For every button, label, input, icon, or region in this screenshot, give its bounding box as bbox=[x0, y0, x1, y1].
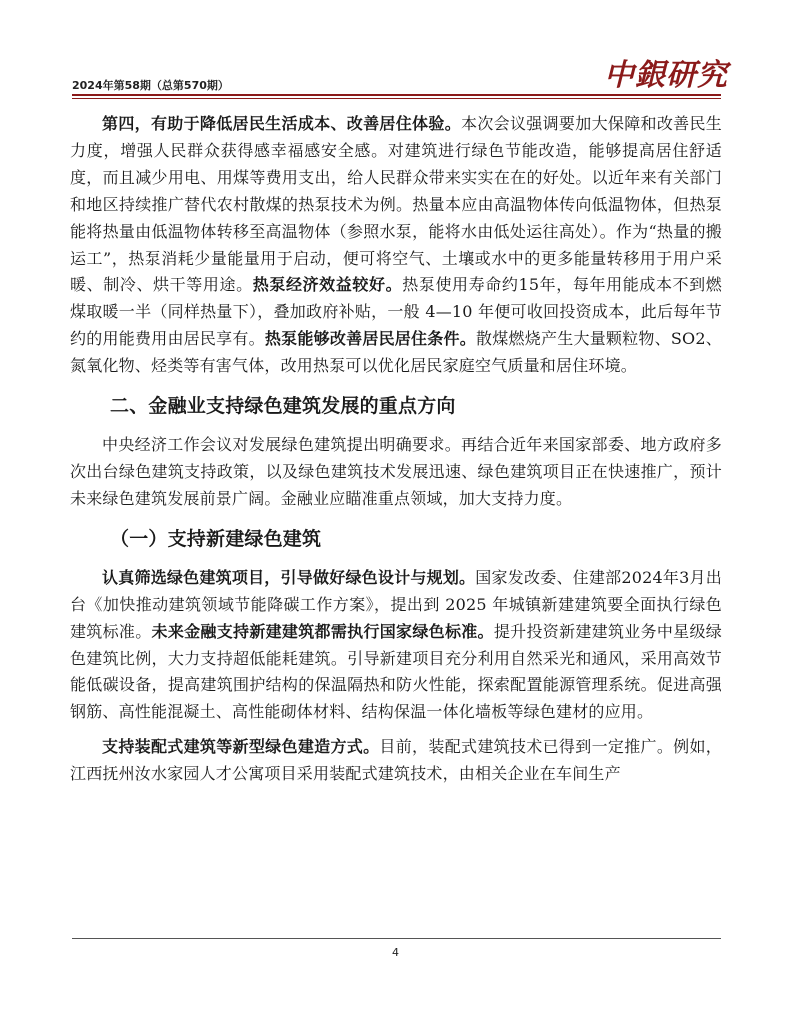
paragraph-text: 国家发改委、住建部2024年3月出台《加快推动建筑领域节能降碳工作方案》，提出到 2025 年城镇新建建筑要全面执行绿色建筑标准。 bbox=[70, 567, 722, 641]
paragraph-emphasis: 热泵经济效益较好。 bbox=[252, 275, 403, 295]
issue-number: 2024年第58期（总第570期） bbox=[72, 79, 229, 92]
paragraph-text: 本次会议强调要加大保障和改善民生力度，增强人民群众获得感幸福感安全感。对建筑进行绿色节能改造，能够提高居住舒适度，而且减少用电、用煤等费用支出，给人民群众带来实实在在的好处。以近年来有关部门和地区持续推广替代农村散煤的热泵技术为例。热量本应由高温物体传向低温物体，但热泵能将热量由低温物体转移至高温物体（参照水泵，能将水由低处运往高处）。作为“热量的搬运工”，热泵消耗少量能量用于启动，便可将空气、土壤或水中的更多能量转移用于用户采暖、制冷、烘干等用途。 bbox=[70, 114, 722, 295]
subsection-heading: （一）支持新建绿色建筑 bbox=[110, 527, 322, 550]
paragraph-lead: 支持装配式建筑等新型绿色建造方式。 bbox=[102, 737, 380, 757]
paragraph: 中央经济工作会议对发展绿色建筑提出明确要求。再结合近年来国家部委、地方政府多次出台绿色建筑支持政策，以及绿色建筑技术发展迅速、绿色建筑项目正在快速推广，预计未来绿色建筑发展前景广阔。金融业应瞄准重点领域，加大支持力度。 bbox=[70, 435, 722, 508]
paragraph-lead: 第四，有助于降低居民生活成本、改善居住体验。 bbox=[102, 114, 462, 133]
section-heading: 二、金融业支持绿色建筑发展的重点方向 bbox=[110, 395, 456, 418]
paragraph bbox=[70, 565, 722, 726]
paragraph-emphasis: 未来金融支持新建建筑都需执行国家绿色标准。 bbox=[151, 621, 494, 641]
paragraph-lead: 认真筛选绿色建筑项目，引导做好绿色设计与规划。 bbox=[102, 567, 476, 587]
logo: 中銀研究 bbox=[604, 58, 728, 93]
paragraph-emphasis: 热泵能够改善居民居住条件。 bbox=[264, 329, 477, 349]
document-body bbox=[70, 111, 722, 788]
paragraph bbox=[70, 734, 722, 788]
paragraph-text: 散煤燃烧产生大量颗粒物、SO2、氮氧化物、烃类等有害气体，改用热泵可以优化居民家庭空气质量和居住环境。 bbox=[70, 329, 722, 376]
header-divider-thin bbox=[72, 98, 721, 99]
paragraph-text: 提升投资新建建筑业务中星级绿色建筑比例，大力支持超低能耗建筑。引导新建项目充分利用自然采光和通风，采用高效节能低碳设备，提高建筑围护结构的保温隔热和防火性能，探索配置能源管理系统。促进高强钢筋、高性能混凝土、高性能砌体材料、结构保温一体化墙板等绿色建材的应用。 bbox=[70, 621, 722, 722]
page-number: 4 bbox=[392, 946, 399, 959]
footer-divider bbox=[72, 938, 721, 939]
header-divider bbox=[72, 94, 721, 96]
paragraph-text: 目前，装配式建筑技术已得到一定推广。例如，江西抚州汝水家园人才公寓项目采用装配式建筑技术，由相关企业在车间生产 bbox=[70, 737, 722, 784]
paragraph bbox=[70, 111, 722, 380]
paragraph-text: 热泵使用寿命约15年，每年用能成本不到燃煤取暖一半（同样热量下），叠加政府补贴，一般 4—10 年便可收回投资成本，此后每年节约的用能费用由居民享有。 bbox=[70, 275, 722, 349]
